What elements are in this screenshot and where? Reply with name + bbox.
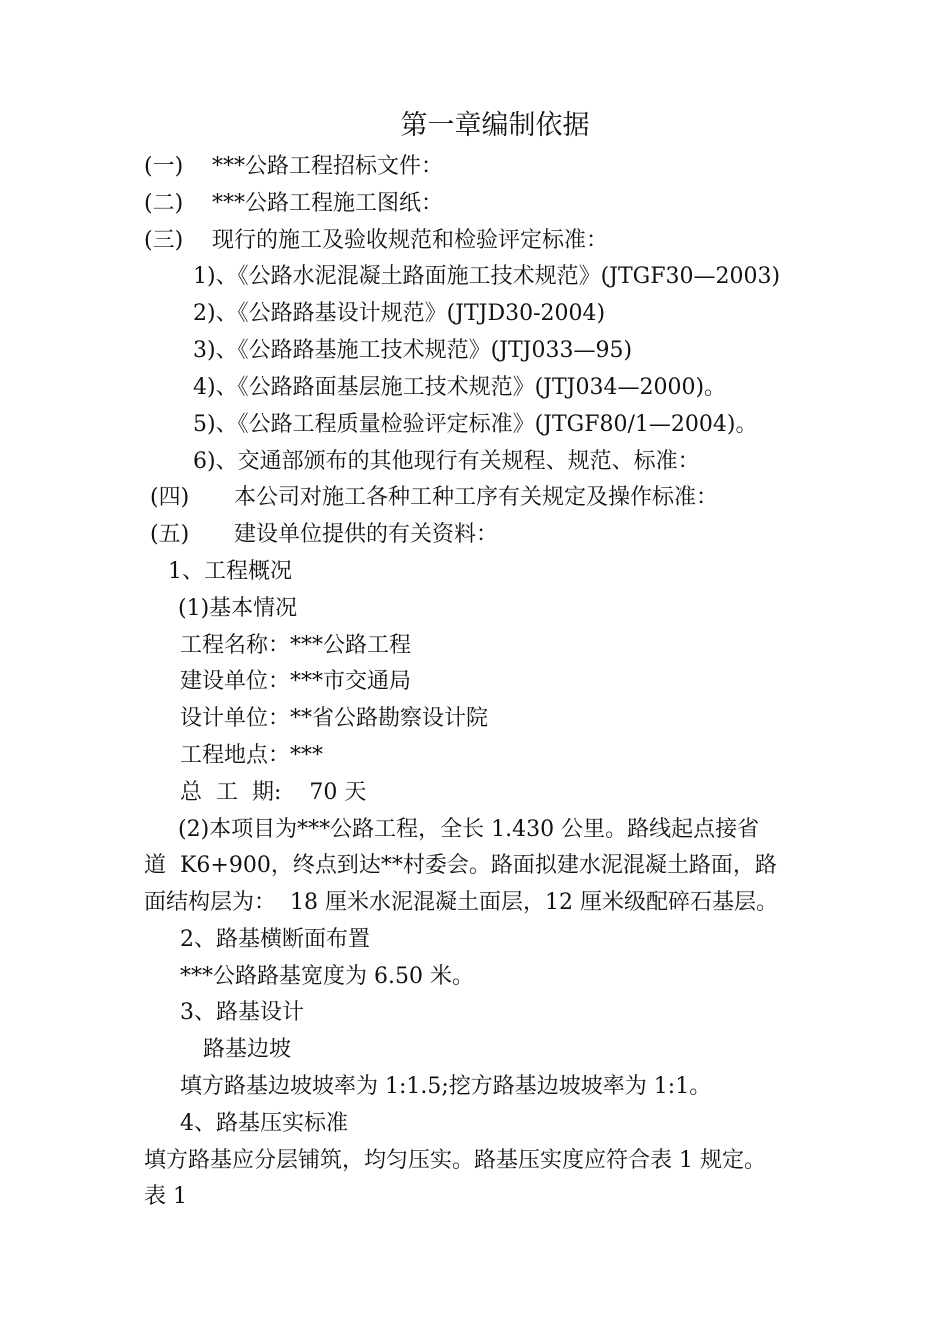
basis-item-text: 建设单位提供的有关资料： <box>234 522 499 547</box>
project-duration: 总 工 期: 70 天 <box>180 780 367 805</box>
subsection-heading: (1)基本情况 <box>178 596 298 621</box>
section-heading: 1、工程概况 <box>168 559 292 584</box>
subsection-heading: 路基边坡 <box>203 1037 292 1062</box>
standard-item: 1)、《公路水泥混凝土路面施工技术规范》(JTGF30—2003) <box>193 264 781 289</box>
page-title: 第一章编制依据 <box>400 110 590 141</box>
basis-item-2 <box>144 189 443 219</box>
section-text: ***公路路基宽度为 6.50 米。 <box>180 964 474 989</box>
standard-item: 5)、《公路工程质量检验评定标准》(JTGF80/1—2004)。 <box>193 412 758 437</box>
standard-item: 2)、《公路路基设计规范》(JTJD30-2004) <box>193 301 606 326</box>
basis-item-label: (二) <box>144 191 184 216</box>
section-heading: 2、路基横断面布置 <box>180 927 370 952</box>
section-heading: 3、路基设计 <box>180 1000 304 1025</box>
standard-item: 4)、《公路路面基层施工技术规范》(JTJ034—2000)。 <box>193 375 727 400</box>
basis-item-4 <box>150 483 718 513</box>
basis-item-label: (五) <box>150 522 190 547</box>
overview-paragraph-line: (2)本项目为***公路工程，全长 1.430 公里。路线起点接省 <box>178 817 760 842</box>
project-name: 工程名称：***公路工程 <box>180 633 412 658</box>
basis-item-1 <box>144 152 443 182</box>
section-heading: 4、路基压实标准 <box>180 1111 348 1136</box>
basis-item-text: ***公路工程招标文件： <box>212 154 444 179</box>
section-text: 填方路基应分层铺筑，均匀压实。路基压实度应符合表 1 规定。 <box>144 1148 766 1173</box>
basis-item-5 <box>150 520 498 550</box>
basis-item-label: (三) <box>144 228 184 253</box>
section-text: 填方路基边坡坡率为 1:1.5;挖方路基边坡坡率为 1:1。 <box>180 1074 712 1099</box>
client-unit: 建设单位：***市交通局 <box>180 669 412 694</box>
standard-item: 3)、《公路路基施工技术规范》(JTJ033—95) <box>193 338 633 363</box>
table-label: 表 1 <box>144 1184 187 1209</box>
basis-item-label: (一) <box>144 154 184 179</box>
basis-item-text: 本公司对施工各种工种工序有关规定及操作标准： <box>234 485 719 510</box>
basis-item-3 <box>144 226 608 256</box>
overview-paragraph-line: 面结构层为： 18 厘米水泥混凝土面层，12 厘米级配碎石基层。 <box>144 890 778 915</box>
standard-item: 6)、交通部颁布的其他现行有关规程、规范、标准： <box>193 449 700 474</box>
basis-item-text: 现行的施工及验收规范和检验评定标准： <box>212 228 609 253</box>
basis-item-label: (四) <box>150 485 190 510</box>
overview-paragraph-line: 道 K6+900，终点到达**村委会。路面拟建水泥混凝土路面，路 <box>144 853 777 878</box>
basis-item-text: ***公路工程施工图纸： <box>212 191 444 216</box>
project-location: 工程地点：*** <box>180 743 324 768</box>
design-unit: 设计单位：**省公路勘察设计院 <box>180 706 489 731</box>
